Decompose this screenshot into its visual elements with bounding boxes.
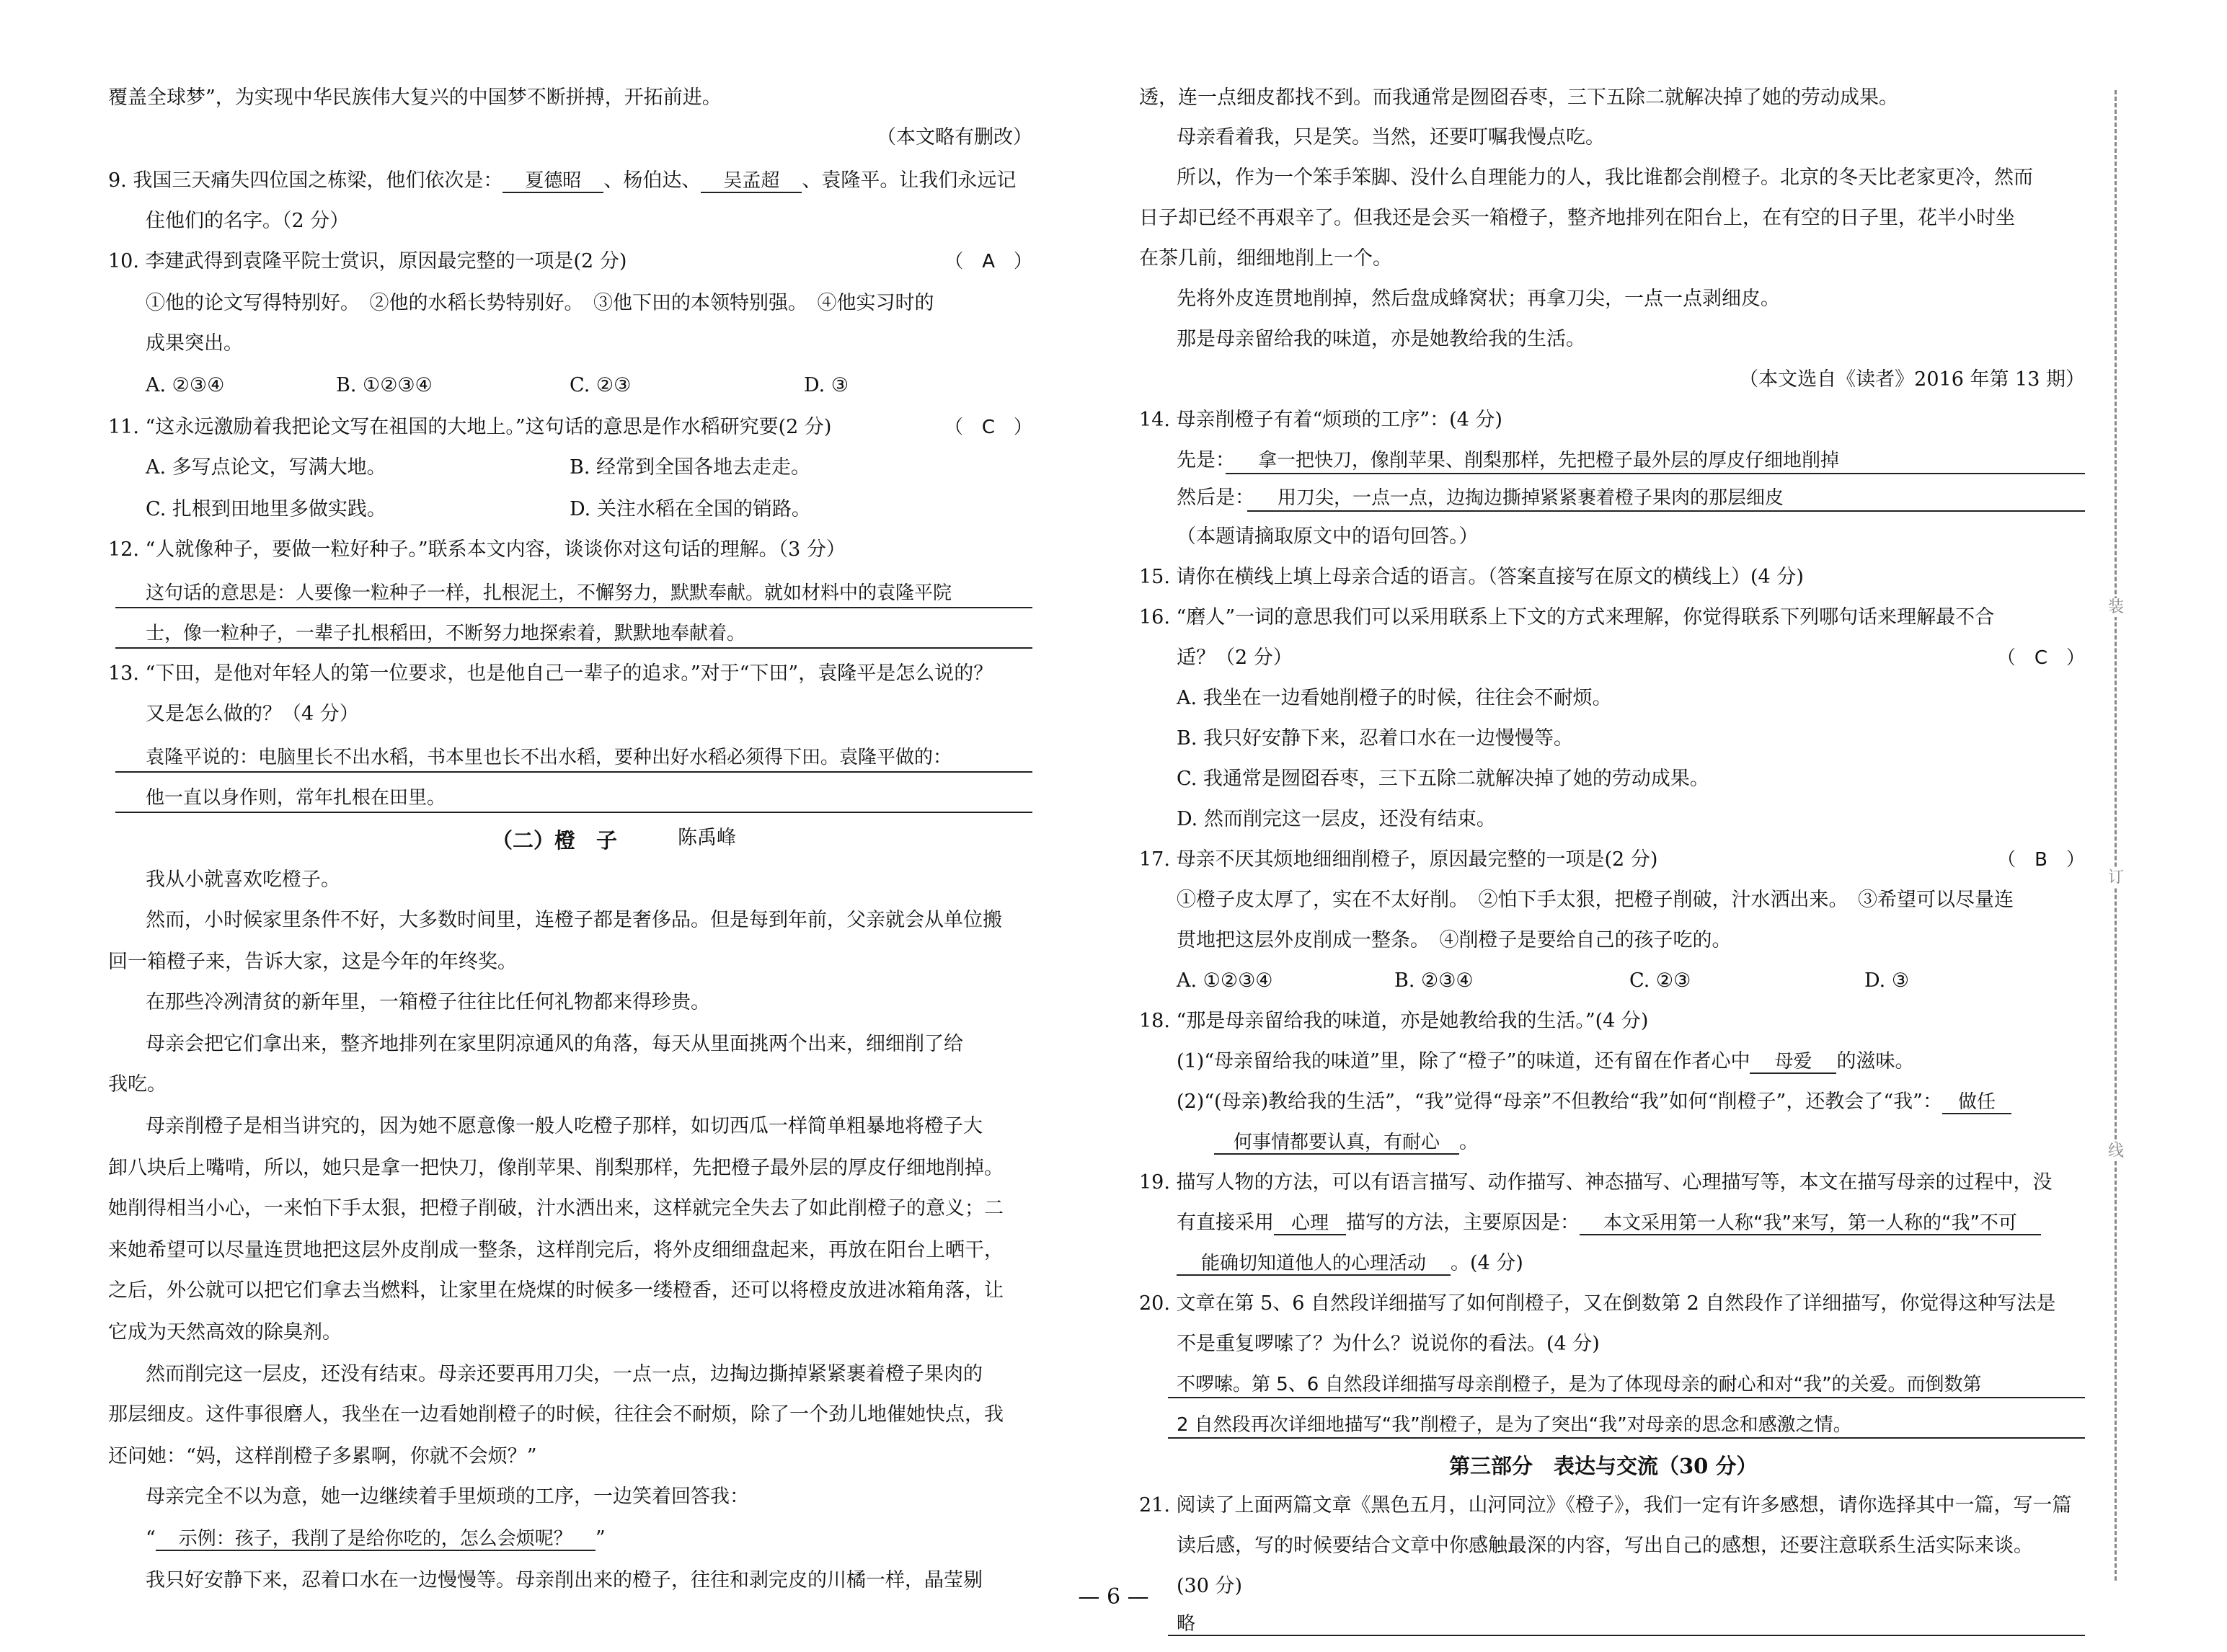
option-d: D. ③ bbox=[804, 374, 849, 396]
answer-choice: （ C ） bbox=[1996, 647, 2085, 669]
answer-line bbox=[115, 771, 1032, 773]
story-line: 母亲完全不以为意，她一边继续着手里烦琐的工序，一边笑着回答我： bbox=[146, 1486, 749, 1508]
answer-blank: 母爱 bbox=[1750, 1051, 1836, 1074]
story-line: 回一箱橙子来，告诉大家，这是今年的年终奖。 bbox=[108, 951, 517, 973]
source-note: （本文选自《读者》2016 年第 13 期） bbox=[1739, 368, 2085, 391]
page-number: — 6 — bbox=[1078, 1584, 1149, 1609]
answer-line bbox=[1168, 1437, 2085, 1439]
story-line: 母亲会把它们拿出来，整齐地排列在家里阴凉通风的角落，每天从里面挑两个出来，细细削了给 bbox=[146, 1033, 963, 1055]
paragraph: 覆盖全球梦”，为实现中华民族伟大复兴的中国梦不断拼搏，开拓前进。 bbox=[108, 86, 722, 109]
handwritten-answer: 这句话的意思是：人要像一粒种子一样，扎根泥土，不懈努力，默默奉献。就如材料中的袁隆平院 bbox=[146, 582, 952, 604]
answer-line bbox=[1168, 1635, 2085, 1636]
answer-blank: 吴孟超 bbox=[701, 170, 802, 193]
handwritten-answer: 略 bbox=[1177, 1613, 1196, 1635]
question-21: 21. 阅读了上面两篇文章《黑色五月，山河同泣》《橙子》，我们一定有许多感想，请你选择其中一篇，写一篇 bbox=[1139, 1494, 2072, 1516]
option-a: A. 我坐在一边看她削橙子的时候，往往会不耐烦。 bbox=[1177, 687, 1612, 709]
handwritten-answer: 士，像一粒种子，一辈子扎根稻田，不断努力地探索着，默默地奉献着。 bbox=[146, 623, 746, 644]
story-line: 先将外皮连贯地削掉，然后盘成蜂窝状；再拿刀尖，一点一点剥细皮。 bbox=[1177, 288, 1780, 310]
handwritten-answer: 拿一把快刀，像削苹果、削梨那样，先把橙子最外层的厚皮仔细地削掉 bbox=[1258, 450, 1840, 471]
part-3-heading: 第三部分 表达与交流（30 分） bbox=[1449, 1454, 1758, 1478]
question-19-line3: 能确切知道他人的心理活动 。(4 分) bbox=[1139, 1250, 1523, 1277]
story-line: 那层细皮。这件事很磨人，我坐在一边看她削橙子的时候，往往会不耐烦，除了一个劲儿地催她快点，我 bbox=[108, 1403, 1004, 1426]
question-14-then: 然后是： 用刀尖，一点一点，边掏边撕掉紧紧裹着橙子果肉的那层细皮 bbox=[1177, 487, 1784, 509]
story-line: 还问她：“妈，这样削橙子多累啊，你就不会烦？” bbox=[108, 1445, 537, 1467]
option-a: A. 多写点论文，写满大地。 bbox=[146, 456, 386, 479]
question-19: 19. 描写人物的方法，可以有语言描写、动作描写、神态描写、心理描写等，本文在描写母亲的过程中，没 bbox=[1139, 1171, 2053, 1194]
answer-blank: 夏德昭 bbox=[502, 170, 603, 193]
handwritten-answer: 不啰嗦。第 5、6 自然段详细描写母亲削橙子，是为了体现母亲的耐心和对“我”的关爱。而倒数第 bbox=[1177, 1374, 1982, 1395]
question-11: 11. “这永远激励着我把论文写在祖国的大地上。”这句话的意思是作水稻研究要(2 分) （ C ） bbox=[108, 414, 1032, 441]
section-author: 陈禹峰 bbox=[678, 827, 736, 849]
question-17: 17. 母亲不厌其烦地细细削橙子，原因最完整的一项是(2 分) （ B ） bbox=[1139, 846, 2085, 874]
question-19-line2: 有直接采用 心理 描写的方法，主要原因是： 本文采用第一人称“我”来写，第一人称的“我”不可 bbox=[1139, 1209, 2041, 1237]
source-note: （本文略有删改） bbox=[877, 126, 1032, 148]
answer-choice: （ A ） bbox=[944, 251, 1032, 272]
option-a: A. ②③④ bbox=[146, 374, 225, 396]
option-c: C. 扎根到田地里多做实践。 bbox=[146, 498, 386, 520]
question-15: 15. 请你在横线上填上母亲合适的语言。（答案直接写在原文的横线上）(4 分) bbox=[1139, 566, 1804, 588]
story-line: 来她希望可以尽量连贯地把这层外皮削成一整条，这样削完后，将外皮细细盘起来，再放在阳台上晒干， bbox=[108, 1239, 1004, 1261]
story-line: 所以，作为一个笨手笨脚、没什么自理能力的人，我比谁都会削橙子。北京的冬天比老家更冷，然而 bbox=[1177, 166, 2033, 189]
answer-blank: 心理 bbox=[1274, 1212, 1346, 1235]
answer-blank: 做任 bbox=[1942, 1091, 2011, 1114]
answer-line bbox=[1247, 510, 2085, 512]
question-18: 18. “那是母亲留给我的味道，亦是她教给我的生活。”(4 分) bbox=[1139, 1010, 1649, 1032]
answer-line bbox=[1226, 473, 2085, 474]
question-14: 14. 母亲削橙子有着“烦琐的工序”：(4 分) bbox=[1139, 409, 1502, 431]
option-d: D. ③ bbox=[1864, 969, 1910, 992]
question-16: 16. “磨人”一词的意思我们可以采用联系上下文的方式来理解，你觉得联系下列哪句话来理解最不合 bbox=[1139, 606, 1995, 629]
question-18-part2: (2)“(母亲)教给我的生活”，“我”觉得“母亲”不但教给“我”如何“削橙子”，还教会了“我”： 做任 bbox=[1139, 1088, 2011, 1116]
option-c: C. ②③ bbox=[1629, 969, 1691, 992]
answer-blank: 何事情都要认真，有耐心 bbox=[1214, 1132, 1459, 1155]
answer-blank: 能确切知道他人的心理活动 bbox=[1177, 1253, 1451, 1276]
handwritten-answer: 他一直以身作则，常年扎根在田里。 bbox=[146, 787, 446, 809]
answer-line bbox=[115, 812, 1032, 813]
binding-label: 订 bbox=[2107, 869, 2124, 887]
option-b: B. 我只好安静下来，忍着口水在一边慢慢等。 bbox=[1177, 727, 1574, 750]
story-line: 之后，外公就可以把它们拿去当燃料，让家里在烧煤的时候多一缕橙香，还可以将橙皮放进冰箱角落，让 bbox=[108, 1279, 1004, 1302]
binding-label: 装 bbox=[2107, 598, 2124, 616]
question-18-part2-cont: 何事情都要认真，有耐心 。 bbox=[1139, 1129, 1479, 1156]
question-13-cont: 又是怎么做的？（4 分） bbox=[146, 703, 359, 725]
option-a: A. ①②③④ bbox=[1177, 969, 1273, 992]
handwritten-answer: 用刀尖，一点一点，边掏边撕掉紧紧裹着橙子果肉的那层细皮 bbox=[1278, 487, 1784, 509]
binding-label: 线 bbox=[2107, 1142, 2124, 1160]
story-line: 她削得相当小心，一来怕下手太狠，把橙子削破，汁水洒出来，这样就完全失去了如此削橙子的意义；二 bbox=[108, 1197, 1004, 1220]
option-b: B. ②③④ bbox=[1394, 969, 1474, 992]
question-9: 9. 我国三天痛失四位国之栋梁，他们依次是： 夏德昭 、杨伯达、 吴孟超 、袁隆平。让我们永远记 bbox=[108, 169, 1017, 192]
answer-choice: （ B ） bbox=[1997, 849, 2085, 871]
story-line: 卸八块后上嘴啃，所以，她只是拿一把快刀，像削苹果、削梨那样，先把橙子最外层的厚皮仔细地削掉。 bbox=[108, 1157, 1004, 1179]
question-10: 10. 李建武得到袁隆平院士赏识，原因最完整的一项是(2 分) （ A ） bbox=[108, 248, 1032, 275]
story-line: 那是母亲留给我的味道，亦是她教给我的生活。 bbox=[1177, 328, 1585, 350]
question-9-cont: 住他们的名字。（2 分） bbox=[146, 210, 350, 232]
question-16-cont: 适？（2 分） （ C ） bbox=[1139, 644, 2085, 672]
answer-line bbox=[115, 647, 1032, 649]
story-line: 然而削完这一层皮，还没有结束。母亲还要再用刀尖，一点一点，边掏边撕掉紧紧裹着橙子果肉的 bbox=[146, 1363, 983, 1385]
option-d: D. 关注水稻在全国的销路。 bbox=[570, 498, 811, 520]
question-21-points: (30 分) bbox=[1177, 1575, 1243, 1597]
option-b: B. 经常到全国各地去走走。 bbox=[570, 456, 811, 479]
question-10-options-cont: 成果突出。 bbox=[146, 332, 243, 355]
binding-dashed-line bbox=[2115, 90, 2117, 1581]
story-line: 然而，小时候家里条件不好，大多数时间里，连橙子都是奢侈品。但是每到年前，父亲就会从单位搬 bbox=[146, 909, 1002, 931]
question-13: 13. “下田，是他对年轻人的第一位要求，也是他自己一辈子的追求。”对于“下田”，袁隆平是怎么说的？ bbox=[108, 662, 993, 685]
option-c: C. 我通常是囫囵吞枣，三下五除二就解决掉了她的劳动成果。 bbox=[1177, 768, 1709, 790]
mother-reply-line: “ 示例：孩子，我削了是给你吃的，怎么会烦呢？ ” bbox=[146, 1527, 606, 1550]
story-line: 母亲削橙子是相当讲究的，因为她不愿意像一般人吃橙子那样，如切西瓜一样简单粗暴地将橙子大 bbox=[146, 1115, 983, 1137]
answer-line bbox=[115, 607, 1032, 608]
story-line: 在茶几前，细细地削上一个。 bbox=[1139, 247, 1392, 270]
question-12: 12. “人就像种子，要做一粒好种子。”联系本文内容，谈谈你对这句话的理解。（3 分） bbox=[108, 538, 846, 561]
handwritten-answer: 袁隆平说的：电脑里长不出水稻，书本里也长不出水稻，要种出好水稻必须得下田。袁隆平做的： bbox=[146, 747, 952, 768]
story-line: 我吃。 bbox=[108, 1073, 167, 1096]
handwritten-answer: 2 自然段再次详细地描写“我”削橙子，是为了突出“我”对母亲的思念和感激之情。 bbox=[1177, 1414, 1852, 1436]
story-line: 透，连一点细皮都找不到。而我通常是囫囵吞枣，三下五除二就解决掉了她的劳动成果。 bbox=[1139, 86, 1898, 109]
option-b: B. ①②③④ bbox=[336, 374, 433, 396]
story-line: 我只好安静下来，忍着口水在一边慢慢等。母亲削出来的橙子，往往和剥完皮的川橘一样，晶莹剔 bbox=[146, 1569, 983, 1591]
question-20-cont: 不是重复啰嗦了？为什么？说说你的看法。(4 分) bbox=[1177, 1333, 1600, 1355]
section-title: （二）橙 子 bbox=[492, 828, 618, 853]
question-14-note: （本题请摘取原文中的语句回答。） bbox=[1177, 525, 1479, 548]
question-17-options-cont: 贯地把这层外皮削成一整条。 ④削橙子是要给自己的孩子吃的。 bbox=[1177, 929, 1732, 951]
option-c: C. ②③ bbox=[570, 374, 632, 396]
story-line: 它成为天然高效的除臭剂。 bbox=[108, 1321, 342, 1344]
question-14-first: 先是： 拿一把快刀，像削苹果、削梨那样，先把橙子最外层的厚皮仔细地削掉 bbox=[1177, 449, 1840, 471]
answer-line bbox=[1168, 1397, 2085, 1398]
story-line: 在那些冷冽清贫的新年里，一箱橙子往往比任何礼物都来得珍贵。 bbox=[146, 991, 710, 1013]
question-21-cont: 读后感，写的时候要结合文章中你感触最深的内容，写出自己的感想，还要注意联系生活实际来谈。 bbox=[1177, 1535, 2033, 1557]
question-17-options: ①橙子皮太厚了，实在不太好削。 ②怕下手太狠，把橙子削破，汁水洒出来。 ③希望可以尽量连 bbox=[1177, 889, 2014, 911]
question-18-part1: (1)“母亲留给我的味道”里，除了“橙子”的味道，还有留在作者心中 母爱 的滋味。 bbox=[1177, 1050, 1915, 1073]
answer-blank: 本文采用第一人称“我”来写，第一人称的“我”不可 bbox=[1580, 1212, 2041, 1235]
story-line: 日子却已经不再艰辛了。但我还是会买一箱橙子，整齐地排列在阳台上，在有空的日子里，花半小时坐 bbox=[1139, 207, 2015, 229]
story-line: 母亲看着我，只是笑。当然，还要叮嘱我慢点吃。 bbox=[1177, 126, 1605, 148]
answer-choice: （ C ） bbox=[944, 417, 1032, 438]
question-20: 20. 文章在第 5、6 自然段详细描写了如何削橙子，又在倒数第 2 自然段作了详细描写，你觉得这种写法是 bbox=[1139, 1292, 2056, 1315]
question-10-options: ①他的论文写得特别好。 ②他的水稻长势特别好。 ③他下田的本领特别强。 ④他实习时的 bbox=[146, 292, 934, 314]
option-d: D. 然而削完这一层皮，还没有结束。 bbox=[1177, 808, 1496, 830]
answer-blank: 示例：孩子，我削了是给你吃的，怎么会烦呢？ bbox=[156, 1528, 596, 1551]
story-line: 我从小就喜欢吃橙子。 bbox=[146, 869, 340, 891]
